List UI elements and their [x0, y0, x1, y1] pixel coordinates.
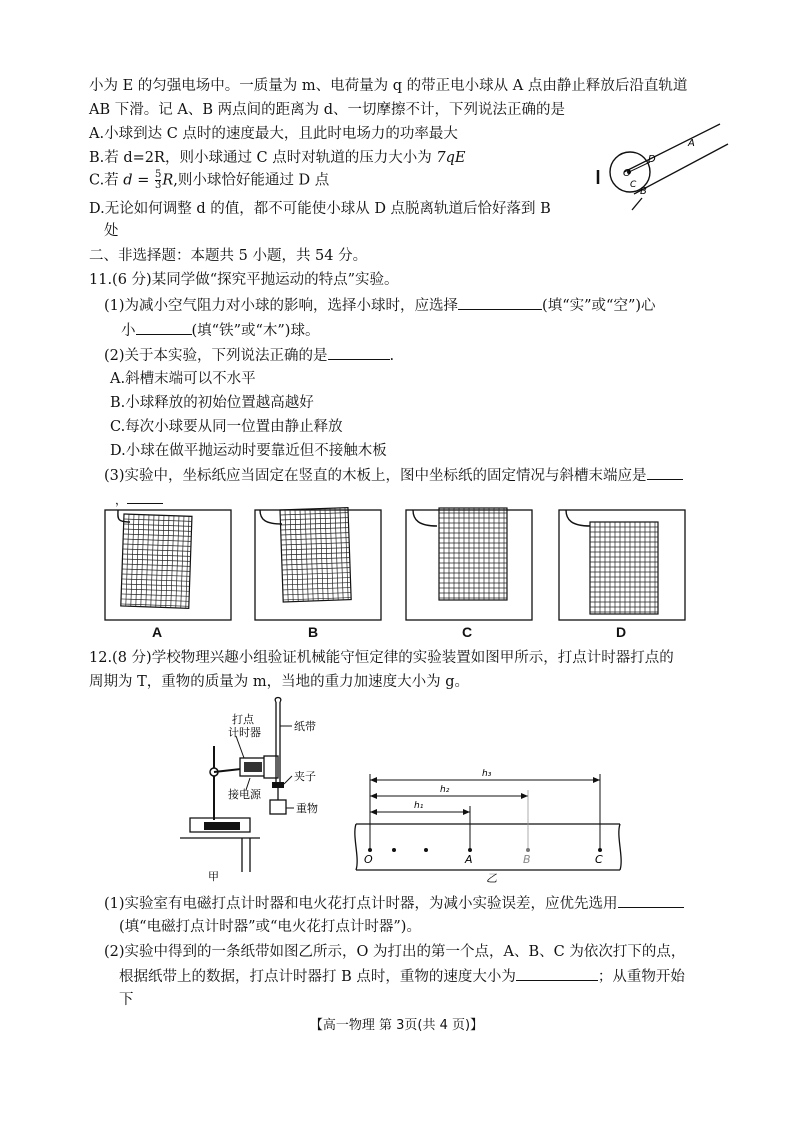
radius-line: [629, 162, 650, 172]
label-timer-1: 打点: [232, 713, 254, 726]
label-clip: 夹子: [294, 770, 316, 783]
q12-part1-text: (1)实验室有电磁打点计时器和电火花打点计时器，为减小实验误差，应优先选用: [104, 896, 618, 912]
figure-yi-tape: [350, 762, 630, 884]
label-b: B: [640, 186, 647, 197]
chute-end: [566, 510, 590, 526]
q10-option-c-fraction: [155, 170, 161, 191]
grid-line: [131, 514, 134, 606]
grid-line: [166, 516, 169, 608]
arrow-h2-head: [521, 793, 528, 799]
board-outline: [255, 510, 381, 620]
q12-part2-post: ；从重物开始: [597, 969, 685, 985]
arrow-h1-head: [463, 809, 470, 815]
q10-option-b: [89, 148, 465, 168]
label-power: 接电源: [228, 788, 261, 801]
grid-line: [161, 515, 164, 607]
grid-line: [310, 509, 313, 601]
q11-part1-line1: [104, 295, 656, 316]
grid-paper: [439, 508, 507, 600]
q12-blank-velocity[interactable]: [516, 966, 598, 981]
q12-part1-line1: [104, 893, 684, 914]
figure-label-b: B: [308, 624, 319, 640]
q10-option-c-math-r: R: [162, 172, 174, 189]
weight-block: [270, 800, 286, 814]
figure-label-c: C: [462, 624, 473, 640]
grid-line: [176, 516, 179, 608]
label-b: B: [523, 853, 531, 866]
chute-end: [260, 510, 282, 524]
dot-c: [598, 848, 602, 852]
grid-paper: [121, 514, 192, 608]
grid-line: [126, 514, 129, 606]
grid-line: [305, 509, 308, 601]
dot-b: [526, 848, 530, 852]
q11-part1-hint: (填“实”或“空”)心: [542, 298, 656, 314]
grid-line: [300, 509, 303, 601]
dot: [424, 848, 428, 852]
q10-option-c-pre: C.若: [89, 172, 124, 189]
track-base-line: [632, 198, 642, 210]
label-weight: 重物: [296, 802, 318, 815]
grid-line: [335, 508, 338, 600]
grid-line: [285, 510, 288, 602]
label-d: D: [648, 154, 656, 165]
figure-board-d: [558, 498, 698, 622]
dot-o: [368, 848, 372, 852]
table-base-clamp: [204, 822, 240, 830]
q11-part2-tail: .: [389, 348, 395, 364]
label-tape: 纸带: [294, 720, 316, 733]
q10-line1: 小为 E 的匀强电场中。一质量为 m、电荷量为 q 的带正电小球从 A 点由静止释放后沿直轨道: [89, 78, 688, 94]
label-o: O: [364, 853, 373, 866]
grid-paper: [280, 508, 351, 602]
q10-option-c-post: ,则小球恰好能通过 D 点: [173, 172, 330, 189]
q11-part3-text: (3)实验中，坐标纸应当固定在竖直的木板上，图中坐标纸的固定情况与斜槽末端应是: [104, 468, 647, 484]
arrow-h3-tail: [370, 777, 377, 783]
q11-option-c: C.每次小球要从同一位置由静止释放: [110, 419, 343, 435]
q11-part3-comma: ，: [115, 493, 128, 507]
tape-left-end: [355, 824, 357, 870]
q10-option-c-math-d: d =: [123, 172, 154, 189]
grid-line: [340, 508, 343, 600]
clip: [272, 782, 284, 788]
q12-part2-line1: (2)实验中得到的一条纸带如图乙所示，O 为打出的第一个点，A、B、C 为依次打下的点，: [104, 944, 686, 960]
grid-line: [330, 508, 333, 600]
grid-line: [141, 515, 144, 607]
figure-jia-apparatus: [180, 696, 360, 886]
figure-label-d: D: [616, 624, 627, 640]
label-c: C: [630, 180, 637, 190]
q11-blank-material[interactable]: [136, 320, 192, 335]
q11-option-d: D.小球在做平抛运动时要靠近但不接触木板: [110, 443, 387, 459]
q11-part1-line2-post: (填“铁”或“木”)球。: [191, 323, 320, 339]
q11-blank-part3[interactable]: [647, 465, 683, 480]
section-2-heading: 二、非选择题：本题共 5 小题，共 54 分。: [89, 248, 368, 264]
figure-board-c: [405, 498, 545, 622]
q11-option-a: A.斜槽末端可以不水平: [110, 371, 256, 387]
grid-line: [136, 515, 139, 607]
grid-line: [295, 509, 298, 601]
arrow-h1-tail: [370, 809, 377, 815]
grid-line: [290, 510, 293, 602]
q11-blank-part2[interactable]: [328, 345, 390, 360]
grid-line: [156, 515, 159, 607]
grid-line: [325, 508, 328, 600]
grid-line: [315, 509, 318, 601]
label-o: O: [623, 168, 631, 179]
q11-part1-line2: [121, 320, 319, 341]
grid-line: [151, 515, 154, 607]
grid-line: [320, 509, 323, 601]
grid-line: [186, 516, 189, 608]
q11-option-b: B.小球释放的初始位置越高越好: [110, 395, 314, 411]
q12-part2-line3: 下: [119, 992, 134, 1008]
figure-board-b: [254, 498, 394, 622]
label-h3: h₃: [482, 769, 492, 779]
q10-option-d-line1: D.无论如何调整 d 的值，都不可能使小球从 D 点脱离轨道后恰好落到 B: [89, 201, 551, 217]
track-lower-rail: [634, 144, 728, 194]
q11-part3: [104, 465, 683, 486]
board-outline: [559, 510, 685, 620]
fraction-numerator: 5: [154, 169, 162, 180]
grid-line: [146, 515, 149, 607]
figure-label-a: A: [152, 624, 163, 640]
timer-pointer: [236, 736, 244, 758]
page-footer: 【高一物理 第 3页(共 4 页)】: [309, 1018, 484, 1033]
grid-line: [181, 516, 184, 608]
q11-part1-line2-pre: 小: [121, 323, 136, 339]
fraction-denominator: 3: [154, 180, 162, 191]
label-a: A: [465, 853, 473, 866]
label-h2: h₂: [440, 785, 450, 795]
grid-line: [345, 508, 348, 600]
tape-right-end: [619, 824, 621, 870]
clip-pointer: [284, 776, 292, 784]
tape-top: [275, 698, 281, 703]
label-c: C: [595, 853, 603, 866]
q10-option-b-math: 7qE: [436, 150, 466, 166]
q12-line1: 12.(8 分)学校物理兴趣小组验证机械能守恒定律的实验装置如图甲所示，打点计时器打点的: [89, 650, 674, 666]
q12-blank-timer[interactable]: [618, 893, 684, 908]
q11-part1-text: (1)为减小空气阻力对小球的影响，选择小球时，应选择: [104, 298, 459, 314]
label-timer-2: 计时器: [228, 726, 261, 739]
grid-paper: [590, 522, 658, 614]
q12-part2-text: 根据纸带上的数据，打点计时器打 B 点时，重物的速度大小为: [119, 969, 516, 985]
q10-option-d-line2: 处: [104, 223, 119, 239]
arrow-h2-tail: [370, 793, 377, 799]
q11-heading: 11.(6 分)某同学做“探究平抛运动的特点”实验。: [89, 272, 399, 288]
q12-part1-line2: (填“电磁打点计时器”或“电火花打点计时器”)。: [119, 919, 421, 935]
caption-jia: 甲: [208, 870, 219, 883]
q10-track-figure: [592, 114, 732, 214]
q11-blank-solid-hollow[interactable]: [458, 295, 542, 310]
figure-board-a: [104, 498, 244, 622]
q10-option-b-text: B.若 d=2R，则小球通过 C 点时对轨道的压力大小为: [89, 150, 437, 166]
dot: [392, 848, 396, 852]
label-h1: h₁: [414, 801, 424, 811]
q10-line2: AB 下滑。记 A、B 两点间的距离为 d、一切摩擦不计，下列说法正确的是: [89, 102, 565, 118]
label-a: A: [688, 138, 695, 149]
arrow-h3-head: [593, 777, 600, 783]
q10-option-c: [89, 170, 329, 196]
q12-part2-line2: [119, 966, 685, 987]
q10-option-a: A.小球到达 C 点时的速度最大，且此时电场力的功率最大: [89, 126, 458, 142]
q12-line2: 周期为 T，重物的质量为 m，当地的重力加速度大小为 g。: [89, 674, 470, 690]
caption-yi: 乙: [486, 872, 497, 884]
chute-end: [413, 510, 437, 526]
dot-a: [468, 848, 472, 852]
timer-coil: [244, 762, 262, 772]
track-upper-rail: [624, 124, 720, 172]
q11-part2-text: (2)关于本实验，下列说法正确的是: [104, 348, 328, 364]
grid-line: [171, 516, 174, 608]
q11-part2-head: [104, 345, 394, 366]
